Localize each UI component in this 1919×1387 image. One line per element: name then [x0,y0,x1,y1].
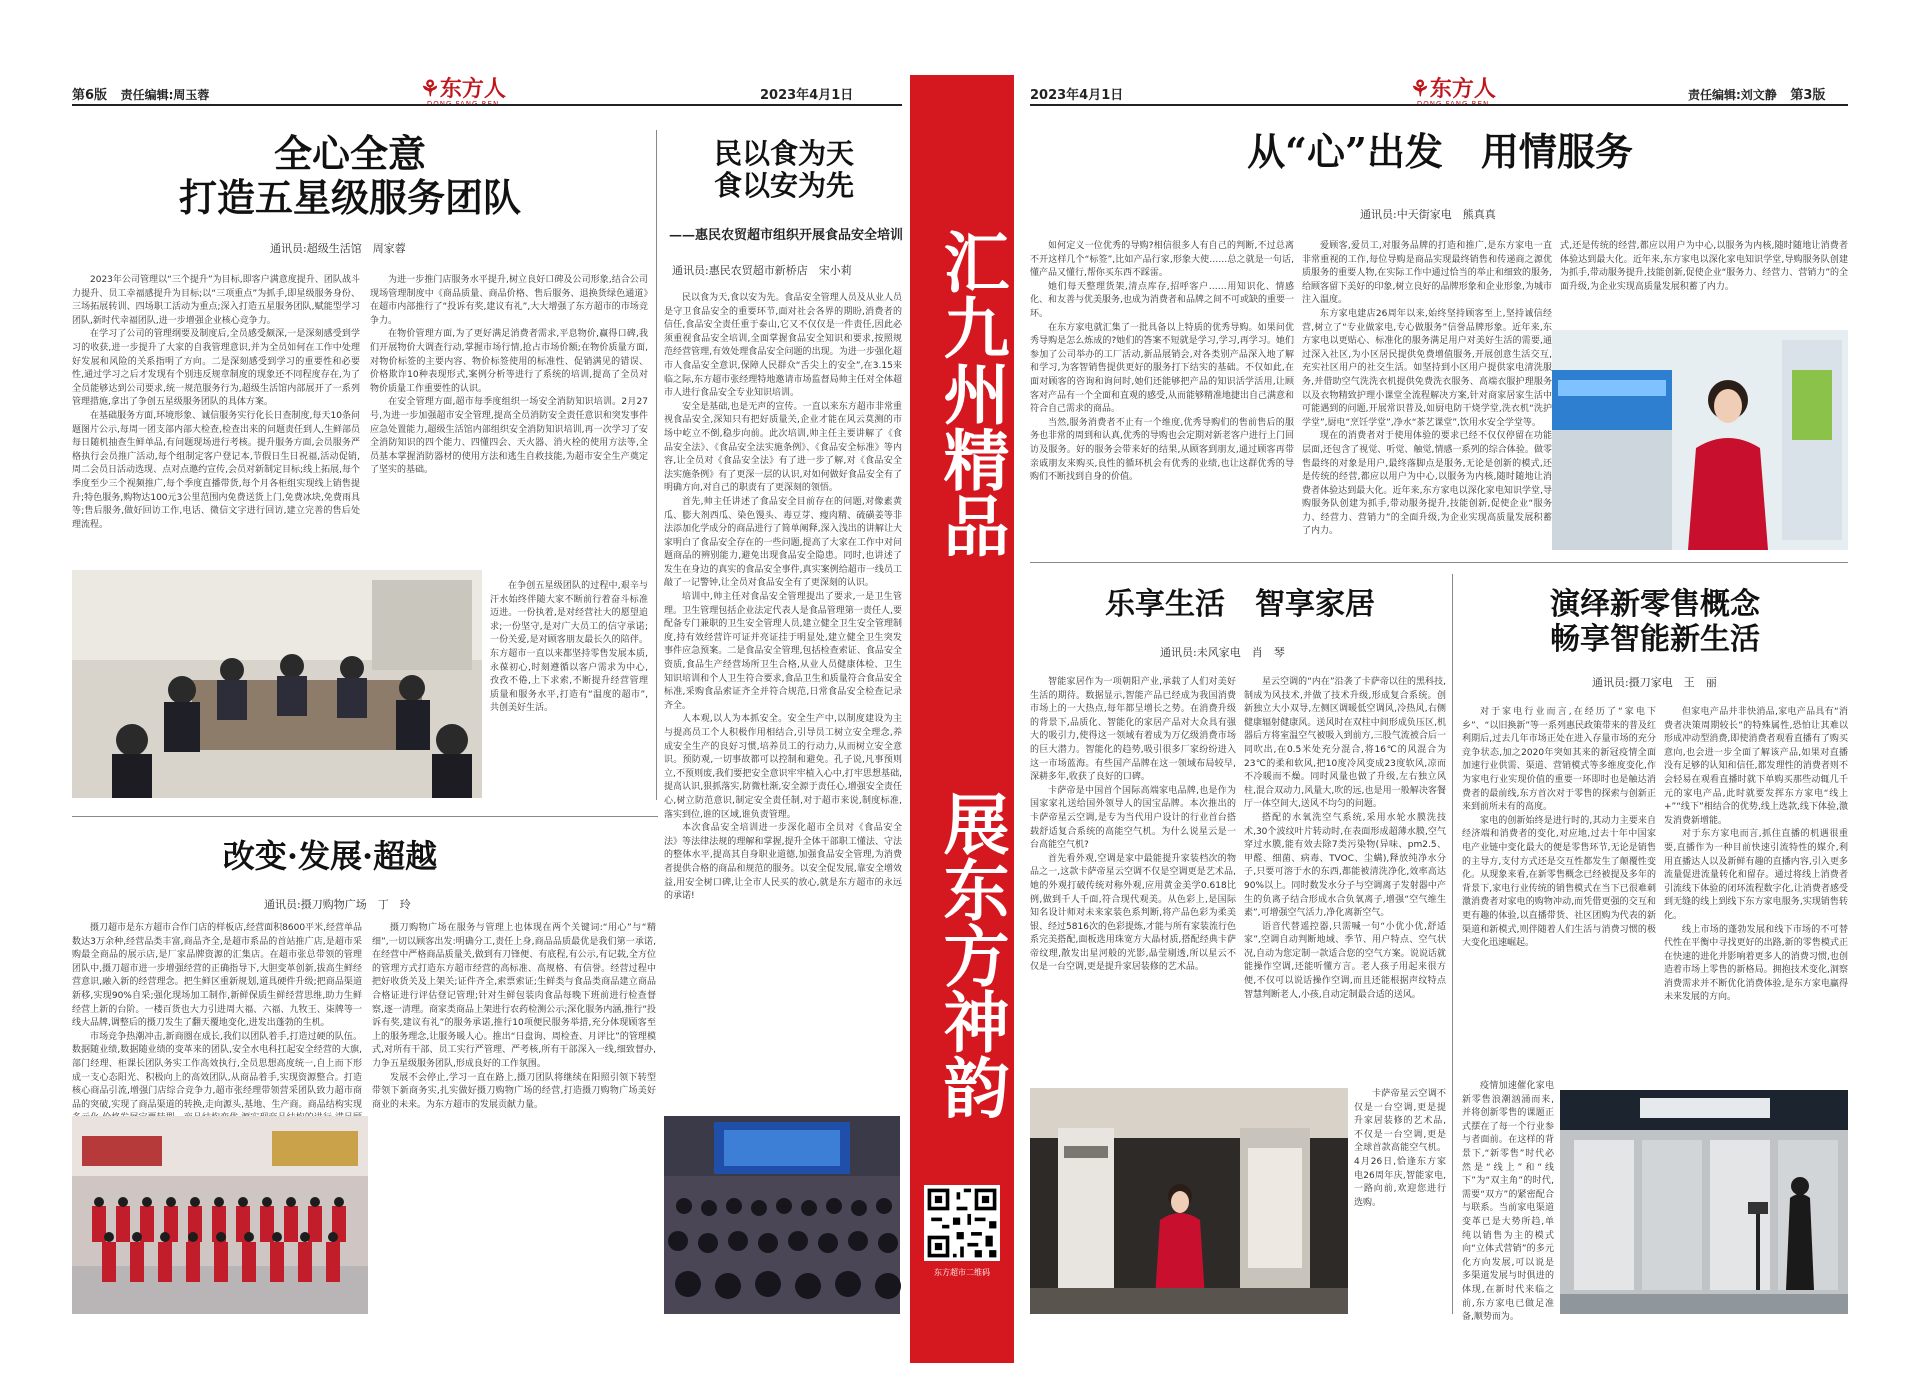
left-article-divider [72,816,658,817]
paragraph: 搭配的水氧洗空气系统,采用水轮水膜洗技术,30个波纹叶片转动时,在表面形成超薄水膜,空气穿过水膜,能有效去除7类污染物(异味、pm2.5、甲醛、细菌、病毒、TVOC、尘螨),释放纯净水分子,只要可溶于水的东西,都能被清洗净化,效率高达90%以上。同时数发水分子与空调离子发射器中产生的负离子结合形成水合负氧离子,增强“空气维生素”,可增强空气活力,净化离新空气。 [1244,812,1446,919]
livestream-store-photo [1560,1090,1848,1314]
paragraph: 摄刀超市是东方超市合作门店的样板店,经营面积8600平米,经营单品数达3万余种,经营品类丰富,商品齐全,是超市系品的首站推广店,是超市采购最全商品的展示店,是厂家品牌资源的汇集店。在超市张总带领的管理团队中,摄刀超市进一步增强经营的正确指导下,大胆变革创新,拔高生鲜经营意识,融入新的经营理念。把生鲜区重新规划,道具硬件升级;把商品渠道新移,实现90%自采;强化现场加工制作,新鲜保质生鲜经营思维,助力生鲜经营上新的台阶。一楼百货也大力引进周大福、六福、九牧王、柒牌等一线大品牌,调整后的摄刀发生了翻天覆地变化,进发出蓬勃的生机。 [72,923,362,1029]
paragraph: 爱顾客,爱员工,对服务品牌的打造和推广,是东方家电一直非常重视的工作,每位导购是商品实现最终销售和传递商之源优质服务的重要人物,在实际工作中通过恰当的举止和细致的服务,给顾客留下美好的印象,树立良好的品牌形象和企业形象,为城市注入温度。 [1302,241,1552,306]
right-article1-title: 从“心”出发 用情服务 [1247,129,1633,174]
right-article3-col1 [1462,706,1656,1074]
paragraph: 在基础服务方面,环境形象、诚信服务实行化长日查制度,每天10条问题图片公示,每周一团支部内部大检查,检查出来的问题责任到人,生鲜部员每日随机抽查生鲜单品,有问题现场进行考核。提升服务方面,会员服务严格执行会员推广活动,每个组制定客户登记本,节假日生日祝福,活动促销,周二会员日活动选现、点对点邀约宣传,会员对新制定目标;线上拓展,每个季度至少三个视频推广,每个季度直播带货,每个月各柜组实现线上销售提升;特色服务,购物达100元3公里范围内免费送货上门,免费冰块,免费雨具等;售后服务,做好回访工作,电话、微信文字进行回访,建立完善的售后处理流程。 [72,410,360,530]
paragraph: 她们每天整理货架,清点库存,招呼客户……用知识化、情感化、和友善与优美服务,也成为消费者和品牌之间不可或缺的重要一环。 [1030,281,1294,319]
left-article3-byline: 通讯员:摄刀购物广场 丁 玲 [264,898,411,911]
paragraph: 首先看外观,空调是家中最能提升家装档次的物品之一,这款卡萨帝星云空调不仅是空调更是艺术品,她的外观打破传统对称外观,应用黄金美学0.618比例,做到千人千面,符合现代观美。从色彩上,是国际知名设计师对未来家装色系判断,将产品色彩为柔美银、经过5816次的色彩提炼,才能与所有家装流行色系完美搭配,面板选用珠宽方大晶材质,搭配经典卡萨帝纹理,散发出星河般的光影,晶莹剔透,所以星云不仅是一台空调,更是提升家居装修的艺术品。 [1030,853,1236,973]
paragraph: 在物价管理方面,为了更好满足消费者需求,平息物价,赢得口碑,我们开展物价大调查行动,掌握市场行情,抢占市场价额;在物价质量方面,对物价标签的主要内容、物价标签使用的标准性、促销满见的错误、价格欺诈10种表现形式,案例分析等进行了系统的培训,提高了全员对物价质量工作重要性的认识。 [370,329,648,394]
left-article1-title-line1: 全心全意 [273,131,426,176]
paragraph: 对于东方家电而言,抓住直播的机遇很重要,直播作为一种目前快速引流特性的媒介,利用直播达人以及新鲜有趣的直播内容,引入更多流量促进流量转化和留存。通过将线上消费者引流线下体验的闭环流程数字化,让消费者感受到无缝的线上到线下东方家电服务,实现销售转化。 [1664,829,1848,921]
paragraph: 市场竞争热潮冲击,新商圈在成长,我们以团队着手,打造过硬的队伍。数据随业绩,数据随业绩的变革来的团队,安全水电科扛起安全经营的大旗,部门经理、柜课长团队务实工作高效执行,全员思想高度统一,自上而下形成一支心态阳光、积极向上的高效团队,从商品着手,实现资源整合。打造核心商品引流,增强门店综合竞争力,超市张经理带领营采团队致力超市商品的突破,实现了商品渠道的转换,走向源头,基地、生产商。商品结构实现 [72,1031,362,1110]
right-page-editor: 责任编辑:刘文静 [1688,88,1777,102]
qr-caption: 东方超市二维码 [934,1268,990,1277]
left-article2-title-line1: 民以食为天 [713,137,854,170]
banner-slogan-line1: 汇九州精品 [932,228,1010,558]
center-slogan-banner [910,75,1014,1363]
paragraph: 东方家电建店26周年以来,始终坚持顾客至上,坚持诚信经营,树立了“专业做家电,专心做服务”信誉品牌形象。近年来,东方家电以更贴心、标准化的服务满足用户对美好生活的需要,通过深入社区,为小区居民提供免费增值服务,开展创意生活交互,充实社区用户的社交生活。如坚持到小区用户提供家电清洗服务,并借助空气洗洗衣机提供免费洗衣服务、高端衣服护理服务以及衣物精致护理小课堂全流程解决方案,针对商家居家生活中可能遇到的问题,开展常识普及,如厨电防干烧学堂,洗衣机“洗护学堂”,厨电“烹饪学堂”,净水“茶艺课堂”,饮用水安全学堂等。 [1302,308,1552,428]
paragraph: 为进一步推门店服务水平提升,树立良好口碑及公司形象,结合公司现场管理制度中《商品质量、商品价格、售后服务、退换货绿色通道》在超市内部推行了“投诉有奖,建议有礼”,大大增强了东方超市的市场竞争力。 [370,275,648,326]
left-article1-col1 [72,274,360,562]
right-article3-byline: 通讯员:摄刀家电 王 丽 [1592,676,1717,689]
paragraph: 安全是基础,也是无声的宣传。一直以来东方超市非常重视食品安全,深知只有把好质量关,企业才能在风云莫测的市场中屹立不倒,稳步向前。此次培训,帅主任主要讲解了《食品安全法》、《食品安全法实施条例》、《食品安全标准》等内容,让全员对《食品安全法》有了进一步了解,对《食品安全法实施条例》有了更深一层的认识,对如何做好食品安全有了明确方向,对自己的职责有了更深刻的领悟。 [664,401,902,494]
right-article1-col1 [1030,240,1294,550]
left-page-header [72,84,209,103]
paragraph: 在争创五星级团队的过程中,艰辛与汗水始终伴随大家不断前行着奋斗标准迈进。一份执着,是对经营社大的愿望追求;一份坚守,是对广大员工的信守承诺;一份关爱,是对顾客朋友最长久的陪伴。东方超市一直以来都坚持零售发展本质,永葆初心,时刻遵循以客户需求为中心,孜孜不倦,上下求索,不断提升经营管理质量和服务水平,打造有“温度的超市”,共创美好生活。 [490,581,648,714]
left-article2-title [668,138,900,202]
left-article3-col2 [372,922,656,1314]
left-page-date: 2023年4月1日 [760,88,854,103]
paragraph: 在东方家电就汇集了一批具备以上特质的优秀导购。如果问优秀导购是怎么炼成的?她们的答案不短就是学习,学习,再学习。她们参加了公司举办的工厂活动,新品展销会,对各类别产品深入地了解和学习,为客智销售提供更好的服务打下结实的基础。不仅如此,在面对顾客的咨询和询问时,她们还能够把产品的知识活学活用,让顾客对产品有一个全面和直观的感受,从而能够精准地捷出自己满意和符合自己需求的商品。 [1030,322,1294,415]
right-article3-title-line2: 畅享智能新生活 [1550,621,1760,657]
right-article3-title-line1: 演绎新零售概念 [1550,587,1760,622]
right-article2-byline: 通讯员:未风家电 肖 琴 [1160,646,1285,659]
left-article1-col2 [370,274,648,572]
paragraph: 但家电产品并非快消品,家电产品具有“消费者决策周期较长”的特殊属性,恐怕让其难以形成冲动型消费,即使消费者观看直播有了购买意向,也会进一步全面了解该产品,如果对直播没有足够的认知和信任,都发理性的消费者则不会轻易在观看直播时就下单购买那些动辄几千元的家电产品,此时就要发挥东方家电“线上+”“线下”相结合的优势,线上选款,线下体验,激发消费新增能。 [1664,707,1848,826]
left-column-divider [656,130,657,800]
paragraph: 首先,帅主任讲述了食品安全目前存在的问题,对像素黄瓜、膨大剂西瓜、染色馒头、毒豆芽、瘦肉精、硫磺姜等非法添加化学成分的商品进行了简单阐释,深入浅出的讲解让大家明白了食品安全存在的一些问题,提高了大家在工作中对问题商品的辨别能力,避免出现食品安全隐患。同时,也讲述了发生在身边的真实的食品安全事件,真实案例给超市一线员工敲了一记警钟,让全员对食品安全有了更深刻的认识。 [664,496,902,589]
paragraph: 2023年公司管理以“三个提升”为目标,即客户满意度提升、团队战斗力提升、员工幸福感提升为目标;以“三项重点”为抓手,即星级服务身份、三场拓展转训、四场职工活动为重点;深入打造五星服务团队,赋能型学习团队,新时代幸福团队,进一步增强企业核心竞争力。 [72,275,360,326]
left-page-editor: 责任编辑:周玉蓉 [120,88,210,102]
paragraph: 语音代替遥控器,只需喊一句“小优小优,舒适家”,空调自动判断地域、季节、用户特点、空气状况,自动为您定制一款适合您的空气方案。说说话就能操作空调,还能听懂方言。老人孩子用起来很方便,不仅可以说话操作空调,而且还能根据声纹特点智慧判断老人,小孩,自动定制最合适的送风。 [1244,921,1446,1000]
paragraph: 线上市场的蓬勃发展和线下市场的不可替代性在平衡中寻找更好的出路,新的零售模式正在快速的进化并影响着更多人的消费习惯,也创造着市场上零售的新格局。拥抱技术变化,洞察消费需求并不断优化消费体验,是东方家电赢得未来发展的方向。 [1664,924,1848,1003]
left-article3-col1 [72,922,362,1110]
left-article1-title [140,132,560,219]
paragraph: 培训中,帅主任对食品安全管理提出了要求,一是卫生管理。卫生管理包括企业法定代表人是食品管理第一责任人,要配备专门兼职的卫生安全管理人员,建立健全卫生安全管理制度,持有效经营许可证并亮证挂于明显处,建立健全卫生突发事件应急预案。二是食品安全管理,包括检查索证、食品安全资质,食品生产经营场所卫生合格,从业人员健康体检、卫生知识培训和个人卫生符合要求,食品卫生和质量符合食品安全标准,采购食品索证齐全并符合规范,日常食品安全检查记录齐全。 [664,592,902,711]
paragraph: 现在的消费者对于使用体验的要求已经不仅仅停留在功能层面,还包含了视觉、听觉、触觉,情感一系列的综合体验。做零售最终的对象是用户,最终落脚点是服务,无论是创新的模式,还是传统的经营,都应以用户为中心,以服务为内核,随时随地让消费者体验达到最大化。近年来,东方家电以深化家电知识学堂,导购服务队创建为抓手,带动服务提升,技能创新,促使企业“服务力、经营力、营销力”的全面升级,为企业实现高质量发展积蓄了内力。 [1302,431,1552,537]
paragraph: 如何定义一位优秀的导购?相信很多人有自己的判断,不过总离不开这样几个“标签”,比如产品行家,形象大使……总之就是一句话,懂产品又懂行,帮你买东西不踩雷。 [1030,241,1294,279]
meeting-photo [72,570,482,798]
staff-lineup-photo [72,1116,368,1314]
paragraph: 星云空调的“内在”沿袭了卡萨帝以往的黑科技,制成为风技术,并做了技术升级,形成复合系统。创新独立大小双导,左侧区调暖低空调风,冷热风,右侧健康辐射健康风。送风时在双柱中间形成负压区,机器后方将室温空气被吸入到前方,三股气流被合后一同吹出,在0.5米处充分混合,将16℃的风混合为23℃的柔和软风,把10度冷风变成23度软风,凉而不冷暖而不燥。同时风量也做了升级,左右独立风柱,混合双动力,风量大,吹的远,也是用一般解决客餐厅一体空间大,送风不均匀的问题。 [1244,677,1446,810]
right-page-header [1688,84,1825,103]
paragraph: 卡萨帝星云空调不仅是一台空调,更是提升家居装修的艺术品,不仅是一台空调,更是全球首款高能空气机。4月26日,恰逢东方家电26周年庆,智能家电,一路向前,欢迎您进行选购。 [1354,1089,1446,1208]
paragraph: 民以食为天,食以安为先。食品安全管理人员及从业人员是守卫食品安全的重要环节,面对社会各界的期盼,消费者的信任,食品安全责任重于泰山,它又不仅仅是一件责任,因此必须重视食品安全培训,全面掌握食品安全知识和要求,按照规范经营管理,有效处理食品安全问题的出现。为进一步强化超市人食品安全意识,保障人民群众“舌尖上的安全”,在3.15来临之际,东方超市张经理特地邀请市场监督局帅主任对全体超市人进行食品安全专业知识培训。 [664,293,902,399]
right-article1-col3 [1560,240,1848,326]
right-article1-byline: 通讯员:中天街家电 熊真真 [1360,208,1496,221]
right-column-divider [1452,574,1453,1314]
training-session-photo [664,1116,900,1314]
left-page-label: 第6版 [72,88,108,103]
right-article2-title: 乐享生活 智享家居 [1105,587,1375,622]
right-page-label: 第3版 [1790,88,1826,103]
saleswoman-photo [1552,330,1848,550]
right-article2-col2 [1244,676,1446,1074]
paragraph: 发展不会停止,学习一直在路上,摄刀团队将继续在阳照引领下转型带领下新商务实,扎实做好摄刀购物广场的经营,打造摄刀购物广场美好商业的未来。为东方超市的发展贡献力量。 [372,1072,656,1110]
paragraph: 卡萨帝是中国首个国际高端家电品牌,也是作为国家家礼送给国外领导人的国宝品牌。本次推出的卡萨帝星云空调,是专为当代用户设计的行业首台搭载舒适复合系统的高能空气机。为什么说星云是一台高能空气机? [1030,785,1236,851]
dongfangren-logo-icon: ⚘东方人 [420,76,506,102]
paragraph: 在安全管理方面,超市每季度组织一场安全消防知识培训。2月27号,为进一步加强超市安全管理,提高全员消防安全责任意识和突发事件应急处置能力,超级生活馆内部组织安全消防知识培训,再一次学习了安全消防知识的四个能力、四懂四会、天火器、消火栓的使用方法等,全员基本掌握消防器材的使用方法和逃生自救技能,为超市安全生产奠定了坚实的基础。 [370,397,648,476]
left-article1-byline: 通讯员:超级生活馆 周家蓉 [270,242,406,255]
paragraph: 摄刀购物广场在服务与管理上也体现在两个关键词:“用心”与“精细”,一切以顾客出发:明确分工,责任上身,商品品质最优是我们第一承诺,在经营中严格商品质量关,做到有刀锋便、有底程,有公示,有记载,全方位的管理方式打造东方超市经营的高标准、高规格、有信誉。经营过程中把好收货关及上架关;证件齐全,索票索证;生鲜类与食品类商品建立商品合格证进行评估登记管理;针对生鲜包装肉食品每晚下班前进行检查督察,逐一清理。商家类商品上架进行农药检测公示;深化服务内涵,推行“投诉有奖,建议有礼”的服务承诺,推行10项便民服务举措,充分体现顾客至上的服务理念,让服务暖人心。推出“日盘询、周检查、月评比”的管理模式,对所有干部、员工实行严管理、严考核,所有干部深入一线,细致督办,力争五星级服务团队,形成良好的工作氛围。 [372,923,656,1069]
left-header-rule [72,104,902,106]
left-article1-col3 [490,580,648,798]
left-article1-title-line2: 打造五星级服务团队 [178,174,521,220]
left-article2-byline: 通讯员:惠民农贸超市新桥店 宋小莉 [672,264,852,277]
paragraph: 智能家居作为一项朝阳产业,承载了人们对美好生活的期待。数据显示,智能产品已经成为我国消费市场上的一大热点,每年都呈增长之势。在消费升级的背景下,品质化、智能化的家居产品对大众具有强大的吸引力,使得这一领域有着成为万亿级消费市场的巨大潜力。智能化的趋势,吸引很多厂家纷纷进入这一市场蓝海。有些国产品牌在这一领域布局较早,深耕多年,收获了良好的口碑。 [1030,677,1236,783]
banner-slogan-line2: 展东方神韵 [932,790,1010,1120]
right-article3-col1-tail [1462,1080,1554,1323]
air-conditioner-showroom-photo [1030,1088,1348,1314]
paragraph: 在学习了公司的管理纲要及制度后,全员感受颇深,一是深刻感受到学习的收获,进一步提升了大家的自我管理意识,并为全员如何在工作中处理好发展和风险的关系指明了方向。二是深刻感受到学习的重要性和必要性,通过学习之后才发现有个别违反规章制度的现象还不同程度存在,为了全员能够达到公司要求,统一规范服务行为,超级生活馆内部展开了一系列管理措施,拿出了争创五星级服务团队的具体方案。 [72,329,360,408]
paragraph: 家电的创新始终是进行时的,其动力主要来自经济端和消费者的变化,对应地,过去十年中国家电产业链中变化最大的便是零售环节,无论是销售的主导方,支付方式还是交互性都发生了颠覆性变化。从现象来看,在新零售概念已经被提及多年的背景下,家电行业传统的销售模式在当下已很难刺激消费者对家电的购物冲动,而凭借更强的交互和更有趣的体验,以直播带货、社区团购为代表的新渠道和新模式,则伴随着人们生活与消费习惯的极大变化迅速崛起。 [1462,815,1656,949]
paragraph: 本次食品安全培训进一步深化超市全员对《食品安全法》等法律法规的理解和掌握,提升全体干部职工懂法、守法的整体水平,提高其自身职业道德,加强食品安全管理,为消费者提供合格的商品和规范的服务。以安全促发展,靠安全增效益,用安全树口碑,让全市人民买的放心,就是东方超市的永远的承诺! [664,823,902,902]
dongfangren-logo-icon: ⚘东方人 [1410,76,1496,102]
right-page-date: 2023年4月1日 [1030,88,1124,103]
right-article2-col1 [1030,676,1236,1074]
right-article1-col2 [1302,240,1552,550]
right-article2-col2-tail [1354,1088,1446,1314]
left-article2-title-line2: 食以安为先 [713,169,854,203]
paragraph-continued: 式,还是传统的经营,都应以用户为中心,以服务为内核,随时随地让消费者体验达到最大化。近年来,东方家电以深化家电知识学堂,导购服务队创建为抓手,带动服务提升,技能创新,促使企业“服务力、经营力、营销力”的全面升级,为企业实现高质量发展积蓄了内力。 [1560,241,1848,292]
paragraph: 对于家电行业而言,在经历了“家电下乡”、“以旧换新”等一系列惠民政策带来的普及红利期后,过去几年市场正处在进入存量市场的充分竞争状态,加之2020年突如其来的新冠疫情全面加速行业供需、渠道、营销模式等多维度变化,作为家电行业实现价值的重要一环即时也是触达消费者的最前线,东方首次对于零售的探索与创新正来到前所未有的高度。 [1462,707,1656,813]
paragraph: 当然,服务消费者不止有一个维度,优秀导购们的售前售后的服务也非常的周到和认真,优秀的导购也会定期对新老客户进行上门回访及服务。好的服务会带来好的结果,从顾客到朋友,通过顾客再带亲戚朋友来购买,良性的循环机会有优秀的业绩,也让这群优秀的导购们不断找到自身的价值。 [1030,417,1294,483]
right-article3-title [1470,588,1840,657]
qr-code-icon[interactable] [924,1185,1000,1261]
left-article3-title: 改变·发展·超越 [222,837,438,875]
left-article2-subtitle: ——惠民农贸超市组织开展食品安全培训 [668,228,903,243]
right-article-divider [1030,562,1848,563]
right-article3-col2 [1664,706,1848,1086]
paragraph: 疫情加速催化家电新零售浪潮汹涌而来,并将创新零售的课题正式摆在了每一个行业参与者面前。在这样的背景下,“新零售”时代必然是“线上”和“线下”为“双主角”的时代,需要“双方”的紧密配合与联系。当前家电渠道变革已是大势所趋,单纯以销售为主的模式向“立体式营销”的多元化方向发展,可以说是多渠道发展与时俱进的体现,在新时代来临之前,东方家电已做足准备,顺势而为。 [1462,1081,1554,1323]
paragraph: 人本观,以人为本抓安全。安全生产中,以制度建设为主与提高员工个人积极作用相结合,引导员工树立安全理念,养成安全生产的良好习惯,培养员工的行动力,从而树立安全意识。预防观,一切事故都可以控制和避免。孔子说,凡事预则立,不预则废,我们要把安全意识牢牢植入心中,打牢思想基础,提高认识,狠抓落实,防微杜渐,安全源于责任心,增强安全责任心,树立防范意识,制定安全责任制,对于超市来说,制度标准,落实到位,谁的区域,谁负责管理。 [664,714,902,820]
right-header-rule [1030,104,1848,106]
